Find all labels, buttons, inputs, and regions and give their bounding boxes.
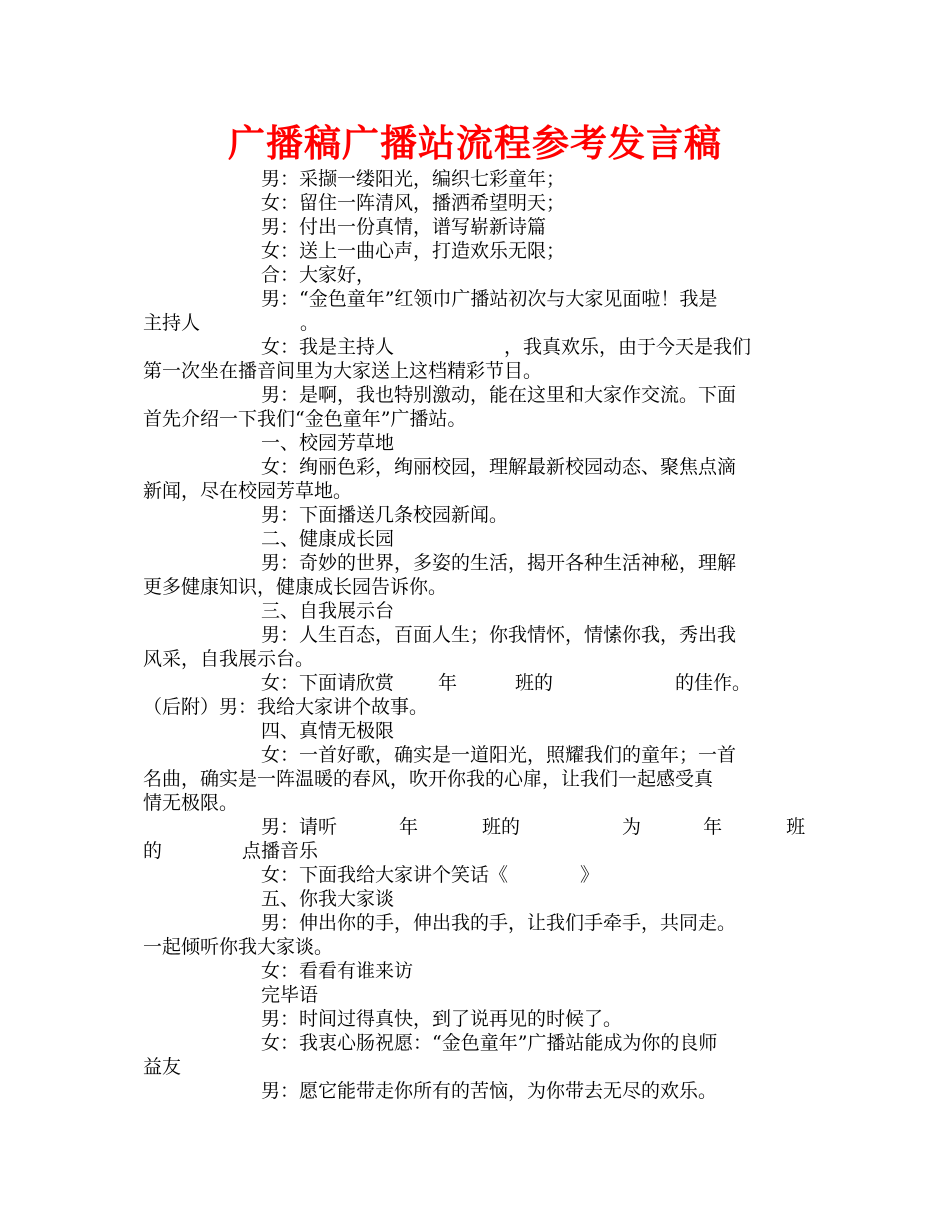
line-27: 男：伸出你的手，伸出我的手，让我们手牵手，共同走。 [261,912,737,934]
joke-text: 女：下面我给大家讲个笑话《 [261,864,509,886]
host-continue: ，我真欢乐，由于今天是我们 [504,336,752,358]
request-music-text: 点播音乐 [242,840,319,862]
line-7 [143,311,810,335]
line-3: 男：付出一份真情，谱写崭新诗篇 [261,216,547,238]
class-text: 班的 [515,672,554,694]
host-period: 。 [300,312,320,334]
line-25 [143,839,810,863]
line-23: 情无极限。 [143,792,239,814]
document-body [143,167,810,1103]
line-29: 女：看看有谁来访 [261,960,414,982]
section-heading-4: 四、真情无极限 [261,720,395,742]
section-heading-2: 二、健康成长园 [261,528,395,550]
line-6: 男：“金色童年”红领巾广播站初次与大家见面啦！我是 [261,288,718,310]
line-13: 新闻，尽在校园芳草地。 [143,480,353,502]
document-title: 广播稿广播站流程参考发言稿 [228,122,722,165]
line-26 [143,863,810,887]
line-10: 男：是啊，我也特别激动，能在这里和大家作交流。下面 [261,384,737,406]
line-1: 男：采撷一缕阳光，编织七彩童年； [261,168,566,190]
host-label-2: 女：我是主持人 [261,336,395,358]
line-20: （后附）男：我给大家讲个故事。 [143,696,429,718]
grade-text-3: 年 [703,816,723,838]
line-8 [143,335,810,359]
works-text: 的佳作。 [675,672,752,694]
line-32: 益友 [143,1056,182,1078]
listen-text: 男：请听 [261,816,338,838]
line-30: 男：时间过得真快，到了说再见的时候了。 [261,1008,623,1030]
line-28: 一起倾听你我大家谈。 [143,936,334,958]
line-5: 合：大家好， [261,264,376,286]
line-22: 名曲，确实是一阵温暖的春风，吹开你我的心扉，让我们一起感受真 [143,768,714,790]
line-19 [143,671,810,695]
appreciate-text: 女：下面请欣赏 [261,672,395,694]
line-15: 男：奇妙的世界，多姿的生活，揭开各种生活神秘，理解 [261,552,737,574]
grade-text-2: 年 [399,816,419,838]
section-heading-3: 三、自我展示台 [261,600,395,622]
line-11: 首先介绍一下我们“金色童年”广播站。 [143,408,467,430]
line-4: 女：送上一曲心声，打造欢乐无限； [261,240,566,262]
line-17: 男：人生百态，百面人生；你我情怀，情愫你我，秀出我 [261,624,737,646]
line-18: 风采，自我展示台。 [143,648,315,670]
class-text-3: 班 [786,816,806,838]
closing-heading: 完毕语 [261,984,319,1006]
line-16: 更多健康知识，健康成长园告诉你。 [143,576,448,598]
section-heading-5: 五、你我大家谈 [261,888,395,910]
joke-close: 》 [580,864,600,886]
line-12: 女：绚丽色彩，绚丽校园，理解最新校园动态、聚焦点滴 [261,456,737,478]
line-2: 女：留住一阵清风，播洒希望明天； [261,192,566,214]
host-label: 主持人 [143,312,201,334]
line-24 [143,815,810,839]
for-text: 为 [622,816,642,838]
line-33: 男：愿它能带走你所有的苦恼，为你带去无尽的欢乐。 [261,1080,718,1102]
section-heading-1: 一、校园芳草地 [261,432,395,454]
line-14: 男：下面播送几条校园新闻。 [261,504,509,526]
line-21: 女：一首好歌，确实是一道阳光，照耀我们的童年；一首 [261,744,737,766]
line-9: 第一次坐在播音间里为大家送上这档精彩节目。 [143,360,543,382]
of-text: 的 [143,840,163,862]
class-text-2: 班的 [482,816,521,838]
grade-text: 年 [438,672,458,694]
line-31: 女：我衷心肠祝愿：“金色童年”广播站能成为你的良师 [261,1032,718,1054]
